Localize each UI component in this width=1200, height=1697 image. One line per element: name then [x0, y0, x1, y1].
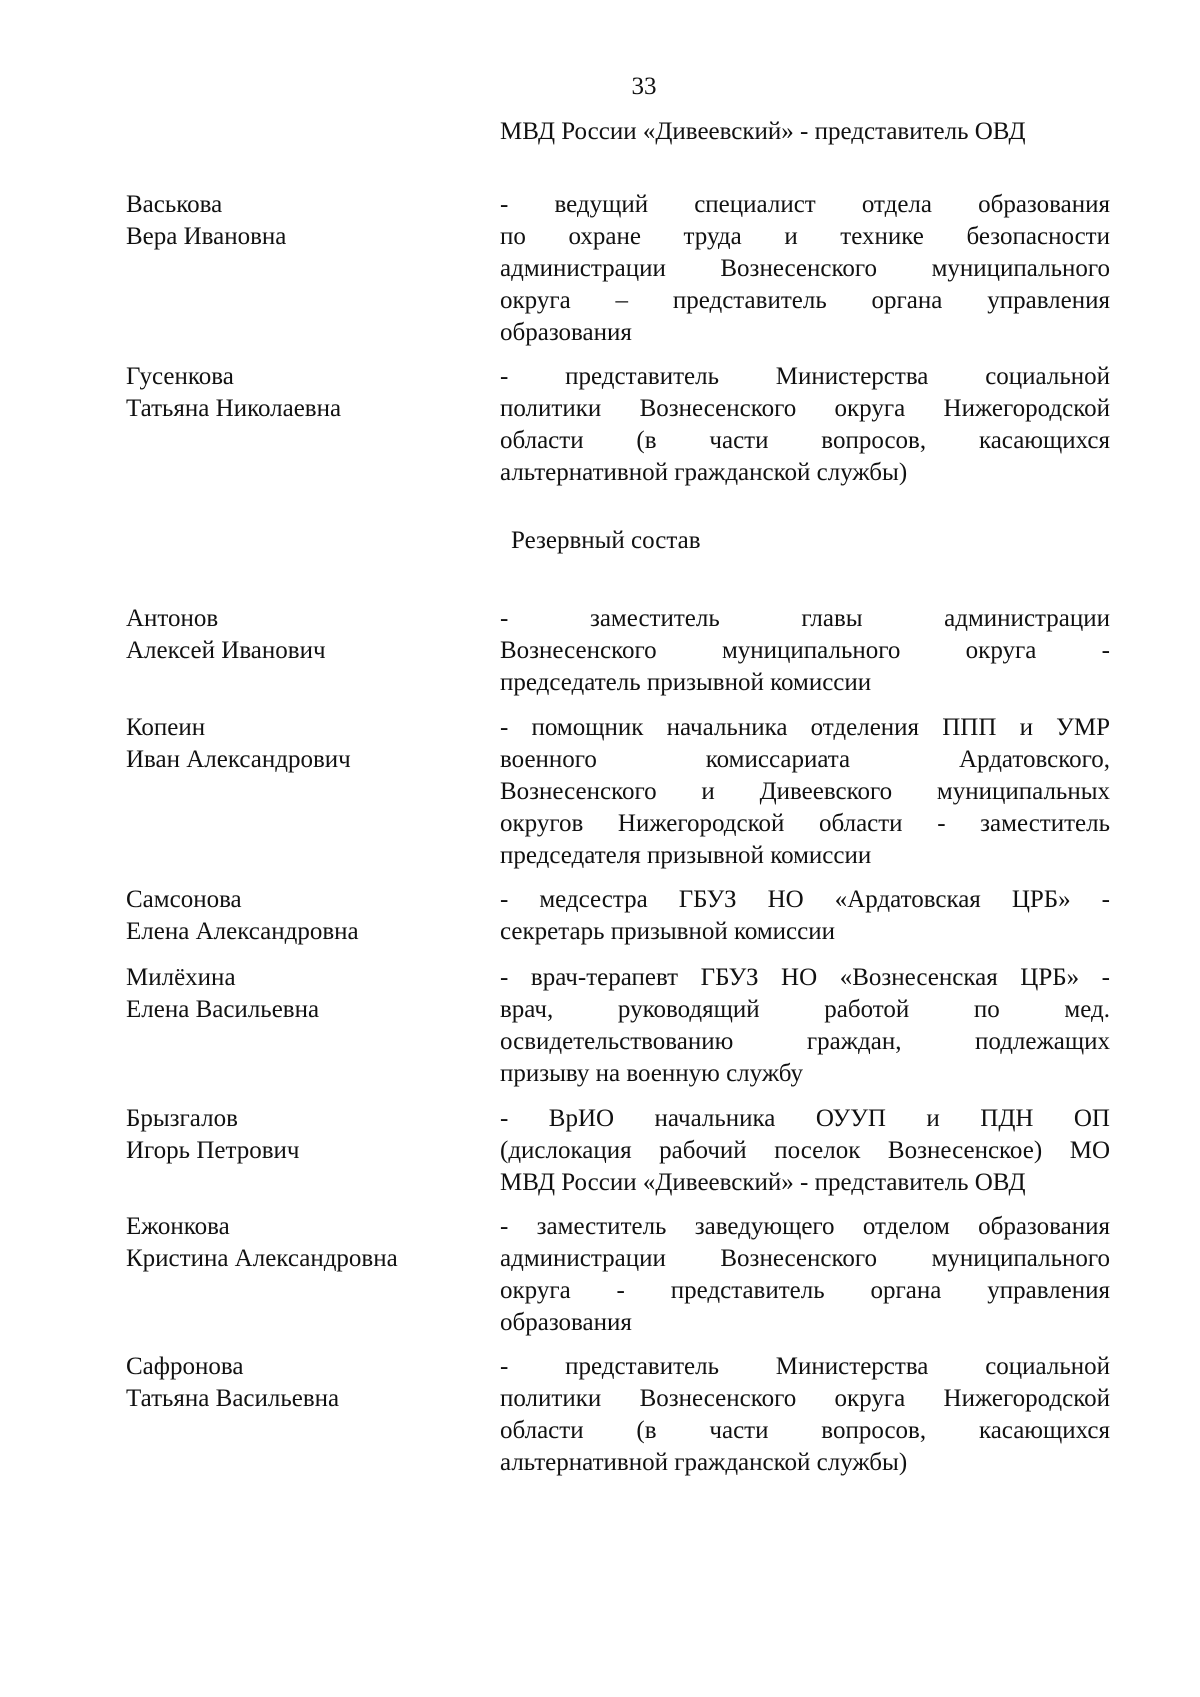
member-given-names: Елена Васильевна: [126, 996, 320, 1023]
section-title-reserve: Резервный состав: [511, 527, 701, 554]
member-role: [500, 603, 1110, 699]
role-line: - ВрИО начальника ОУУП и ПДН ОП: [500, 1105, 1110, 1132]
member-given-names: Алексей Иванович: [126, 637, 326, 664]
role-line: МВД России «Дивеевский» - представитель ОВД: [500, 1169, 1026, 1196]
role-line: округа - представитель органа управления: [500, 1277, 1110, 1304]
page-number: 33: [631, 73, 657, 100]
role-line: образования: [500, 319, 632, 346]
member-given-names: Татьяна Николаевна: [126, 395, 342, 422]
member-given-names: Вера Ивановна: [126, 223, 287, 250]
member-surname: Милёхина: [126, 964, 236, 991]
member-name: [126, 1351, 456, 1415]
role-line: округа – представитель органа управления: [500, 287, 1110, 314]
role-line: альтернативной гражданской службы): [500, 459, 908, 486]
role-line: политики Вознесенского округа Нижегородской: [500, 1385, 1110, 1412]
role-line: - помощник начальника отделения ППП и УМР: [500, 714, 1110, 741]
role-line: председатель призывной комиссии: [500, 669, 872, 696]
member-role: [500, 361, 1110, 489]
member-given-names: Елена Александровна: [126, 918, 359, 945]
member-name: [126, 1211, 456, 1275]
member-role: [500, 189, 1110, 349]
member-name: [126, 884, 456, 948]
member-role: [500, 1351, 1110, 1479]
role-line: политики Вознесенского округа Нижегородской: [500, 395, 1110, 422]
role-line: округов Нижегородской области - заместитель: [500, 810, 1110, 837]
member-given-names: Игорь Петрович: [126, 1137, 300, 1164]
role-line: врач, руководящий работой по мед.: [500, 996, 1110, 1023]
member-given-names: Кристина Александровна: [126, 1245, 398, 1272]
member-name: [126, 361, 456, 425]
role-line: секретарь призывной комиссии: [500, 918, 836, 945]
member-role: [500, 884, 1110, 948]
member-surname: Самсонова: [126, 886, 242, 913]
member-name: [126, 189, 456, 253]
role-line: - ведущий специалист отдела образования: [500, 191, 1110, 218]
member-role: [500, 1103, 1110, 1199]
role-line: - заместитель главы администрации: [500, 605, 1110, 632]
role-line: призыву на военную службу: [500, 1060, 804, 1087]
member-name: [126, 712, 456, 776]
member-role: [500, 962, 1110, 1090]
role-line: освидетельствованию граждан, подлежащих: [500, 1028, 1110, 1055]
role-line: - заместитель заведующего отделом образования: [500, 1213, 1110, 1240]
member-given-names: Иван Александрович: [126, 746, 351, 773]
role-line: - представитель Министерства социальной: [500, 363, 1110, 390]
member-name: [126, 603, 456, 667]
member-surname: Ежонкова: [126, 1213, 230, 1240]
member-surname: Васькова: [126, 191, 223, 218]
role-line: области (в части вопросов, касающихся: [500, 1417, 1110, 1444]
member-surname: Сафронова: [126, 1353, 244, 1380]
member-surname: Антонов: [126, 605, 219, 632]
member-surname: Брызгалов: [126, 1105, 238, 1132]
role-line: - медсестра ГБУЗ НО «Ардатовская ЦРБ» -: [500, 886, 1110, 913]
role-line: администрации Вознесенского муниципального: [500, 255, 1110, 282]
role-line: - врач-терапевт ГБУЗ НО «Вознесенская ЦРБ» -: [500, 964, 1110, 991]
member-name: [126, 962, 456, 1026]
role-line: - представитель Министерства социальной: [500, 1353, 1110, 1380]
member-surname: Гусенкова: [126, 363, 234, 390]
role-line: Вознесенского и Дивеевского муниципальных: [500, 778, 1110, 805]
role-line: области (в части вопросов, касающихся: [500, 427, 1110, 454]
role-line: образования: [500, 1309, 632, 1336]
member-role: [500, 1211, 1110, 1339]
role-line: военного комиссариата Ардатовского,: [500, 746, 1110, 773]
role-line: по охране труда и технике безопасности: [500, 223, 1110, 250]
member-given-names: Татьяна Васильевна: [126, 1385, 340, 1412]
role-line: Вознесенского муниципального округа -: [500, 637, 1110, 664]
member-role: [500, 712, 1110, 872]
role-line: председателя призывной комиссии: [500, 842, 872, 869]
role-line: (дислокация рабочий поселок Вознесенское) МО: [500, 1137, 1110, 1164]
member-name: [126, 1103, 456, 1167]
role-line: администрации Вознесенского муниципального: [500, 1245, 1110, 1272]
continued-role-line: МВД России «Дивеевский» - представитель ОВД: [500, 118, 1026, 145]
role-line: альтернативной гражданской службы): [500, 1449, 908, 1476]
member-surname: Копеин: [126, 714, 206, 741]
